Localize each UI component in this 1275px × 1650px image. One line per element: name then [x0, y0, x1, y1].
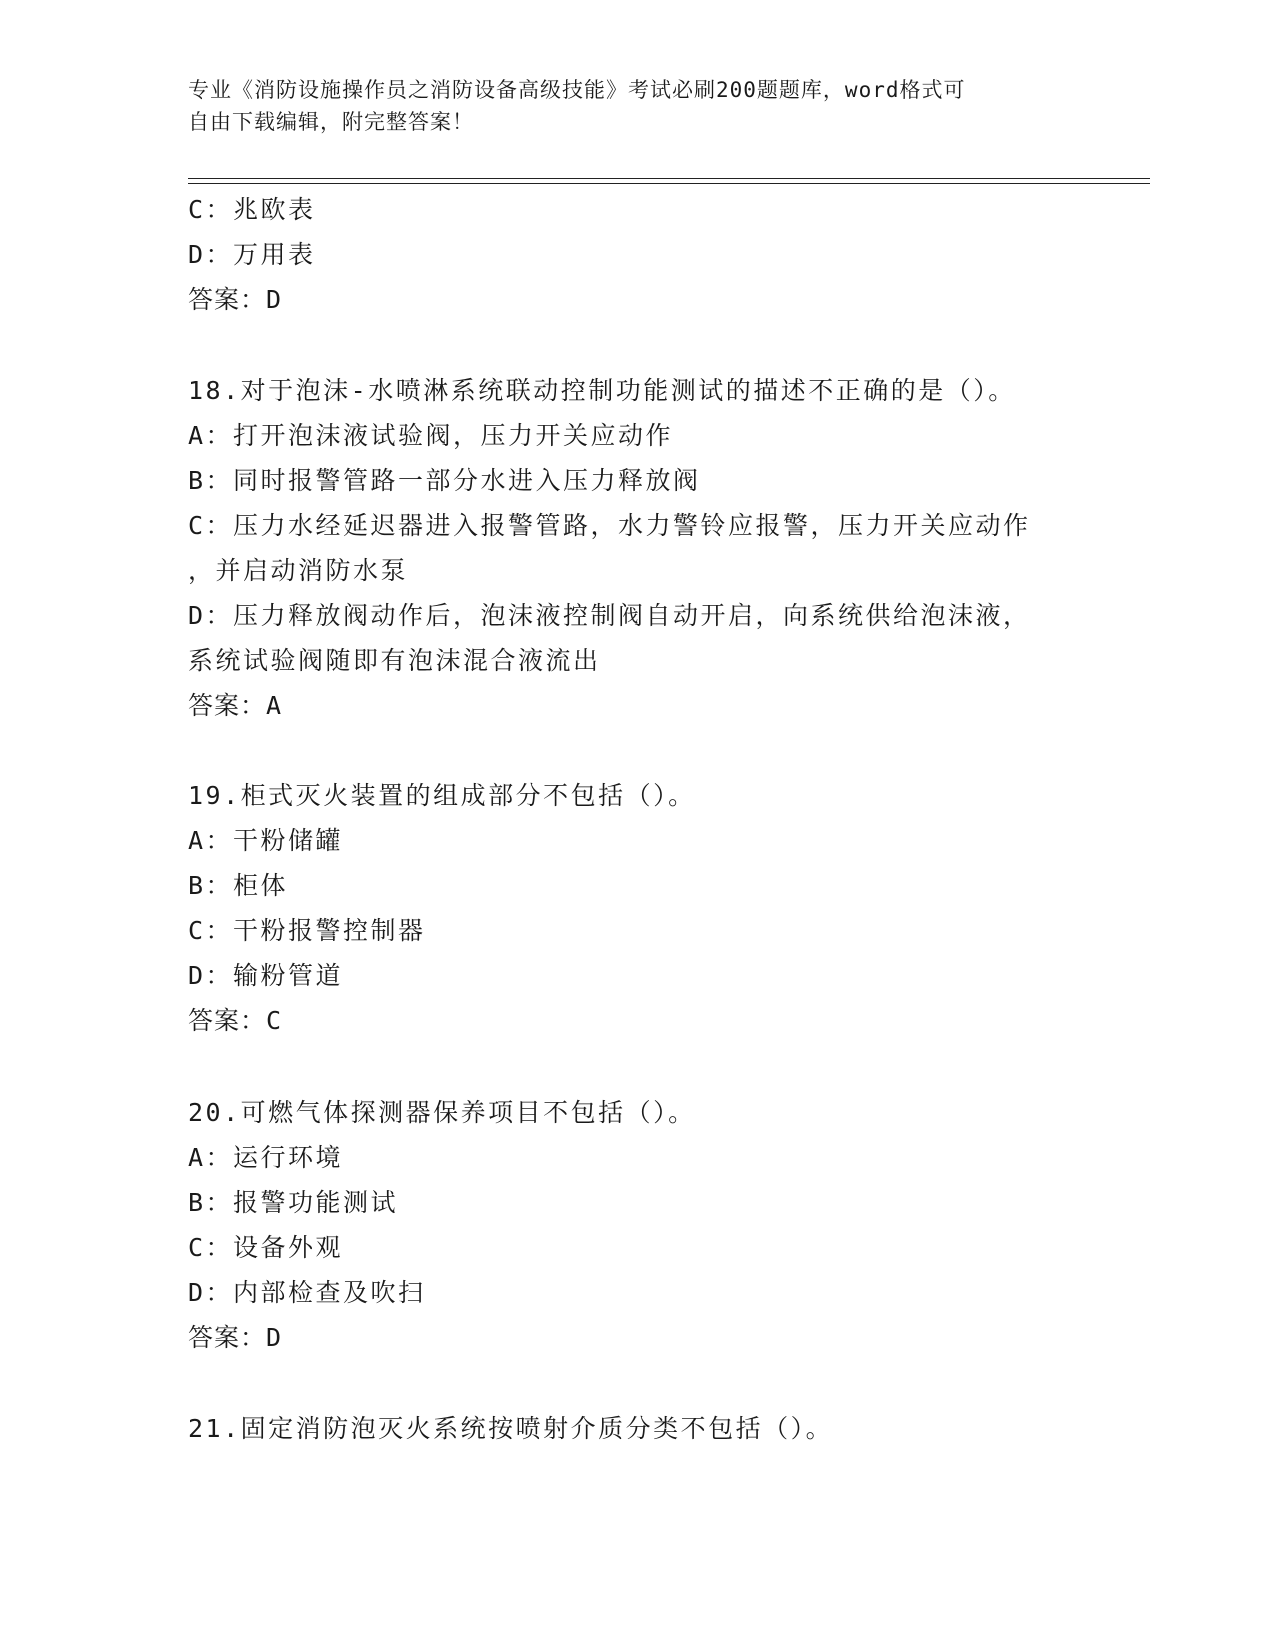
q19-option-c: C：干粉报警控制器 [188, 916, 426, 945]
q18-stem: 18.对于泡沫-水喷淋系统联动控制功能测试的描述不正确的是（）。 [188, 376, 1016, 405]
q18-option-b: B：同时报警管路一部分水进入压力释放阀 [188, 466, 701, 495]
header-line-2: 自由下载编辑，附完整答案！ [188, 110, 474, 134]
document-header [188, 74, 1088, 138]
q19-stem: 19.柜式灭火装置的组成部分不包括（）。 [188, 781, 696, 810]
q18-option-a: A：打开泡沫液试验阀，压力开关应动作 [188, 421, 674, 450]
q19-option-d: D：输粉管道 [188, 961, 344, 990]
answer-value: D [266, 285, 282, 314]
q17-option-d: D：万用表 [188, 240, 316, 269]
q18-option-d-line-2: 系统试验阀随即有泡沫混合液流出 [188, 646, 601, 675]
answer-label: 答案： [188, 285, 267, 314]
q19-option-b: B：柜体 [188, 871, 289, 900]
q20-option-d: D：内部检查及吹扫 [188, 1278, 426, 1307]
answer-value: A [266, 691, 282, 720]
q20-option-a: A：运行环境 [188, 1143, 344, 1172]
q17-option-c: C：兆欧表 [188, 195, 316, 224]
q18-option-d-line-1: D：压力释放阀动作后，泡沫液控制阀自动开启，向系统供给泡沫液， [188, 601, 1031, 630]
answer-label: 答案： [188, 691, 267, 720]
answer-label: 答案： [188, 1323, 267, 1352]
q18-option-c-line-2: ，并启动消防水泵 [188, 556, 409, 585]
q20-option-c: C：设备外观 [188, 1233, 344, 1262]
q18-option-c-line-1: C：压力水经延迟器进入报警管路，水力警铃应报警，压力开关应动作 [188, 511, 1031, 540]
header-line-1: 专业《消防设施操作员之消防设备高级技能》考试必刷200题题库，word格式可 [188, 78, 966, 102]
q17-answer [188, 284, 281, 316]
answer-value: C [266, 1006, 282, 1035]
q19-option-a: A：干粉储罐 [188, 826, 344, 855]
q20-option-b: B：报警功能测试 [188, 1188, 399, 1217]
q19-answer [188, 1005, 281, 1037]
answer-value: D [266, 1323, 282, 1352]
q20-answer [188, 1322, 281, 1354]
answer-label: 答案： [188, 1006, 267, 1035]
header-divider-top [188, 178, 1150, 179]
q21-stem: 21.固定消防泡灭火系统按喷射介质分类不包括（）。 [188, 1414, 834, 1443]
header-divider-bottom [188, 183, 1150, 184]
q20-stem: 20.可燃气体探测器保养项目不包括（）。 [188, 1098, 696, 1127]
q18-answer [188, 690, 281, 722]
